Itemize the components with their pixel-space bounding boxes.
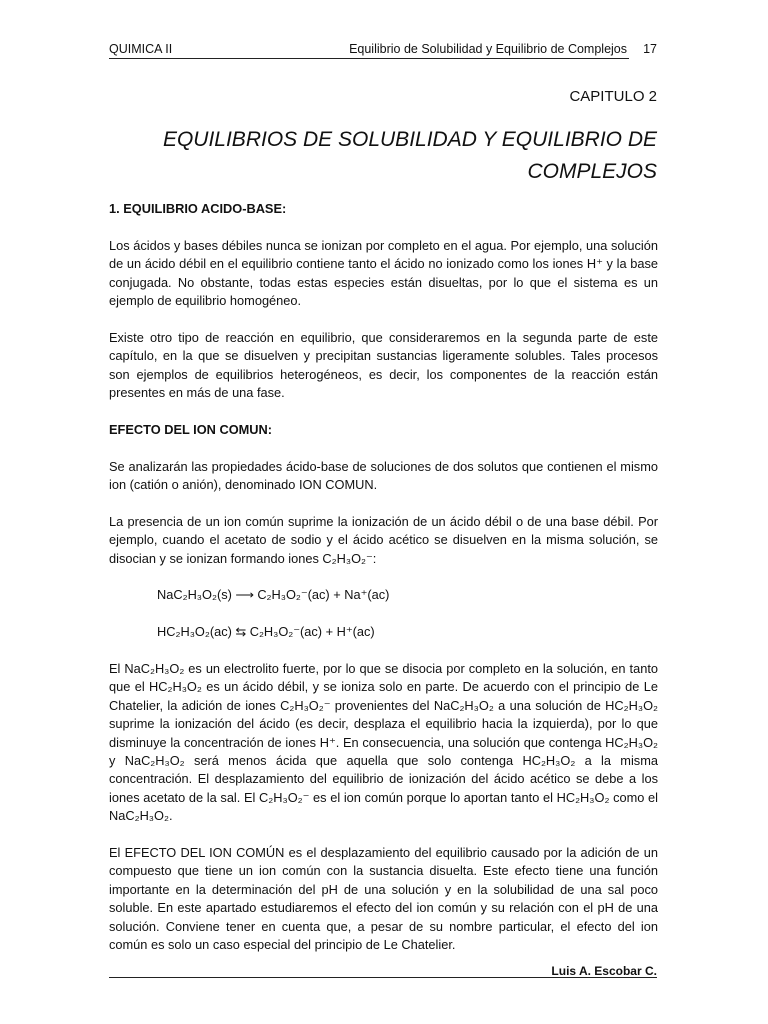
equation-2: HC₂H₃O₂(ac) ⇆ C₂H₃O₂⁻(ac) + H⁺(ac) — [157, 624, 375, 640]
paragraph-1: Los ácidos y bases débiles nunca se ionizan por completo en el agua. Por ejemplo, una solución de un ácido débil en el equilibrio contiene tanto el ácido no ionizado como los iones H⁺ y la base conjugada. No obstante, todas estas especies están disueltas, por lo que el sistema es un ejemplo de equilibrio homogéneo. — [109, 237, 658, 309]
footer-divider — [109, 977, 657, 978]
page-number: 17 — [643, 42, 657, 56]
body-text — [109, 200, 658, 973]
header-topic: Equilibrio de Solubilidad y Equilibrio de Complejos — [349, 42, 627, 56]
paragraph-6: El EFECTO DEL ION COMÚN es el desplazamiento del equilibrio causado por la adición de un compuesto que tiene un ion común con la sustancia disuelta. Este efecto tiene una función importante en la determinación del pH de una solución y en la solubilidad de una sal poco soluble. En este apartado estudiaremos el efecto del ion común y su relación con el pH de una solución. Conviene tener en cuenta que, a pesar de su nombre particular, el efecto del ion común es solo un caso especial del principio de Le Chatelier. — [109, 845, 658, 953]
chapter-title-line1: EQUILIBRIOS DE SOLUBILIDAD Y EQUILIBRIO DE — [162, 128, 657, 151]
paragraph-5: El NaC₂H₃O₂ es un electrolito fuerte, por lo que se disocia por completo en la solución, en tanto que el HC₂H₃O₂ es un ácido débil, y se ioniza solo en parte. De acuerdo con el principio de Le Chatelier, la adición de iones C₂H₃O₂⁻ provenientes del NaC₂H₃O₂ a una solución de HC₂H₃O₂ suprime la ionización del ácido (es decir, desplaza el equilibrio hacia la izquierda), por lo que disminuye la concentración de iones H⁺. En consecuencia, una solución que contenga HC₂H₃O₂ y NaC₂H₃O₂ será menos ácida que aquella que solo contenga HC₂H₃O₂ a la misma concentración. El desplazamiento del equilibrio de ionización del ácido acético se debe a los iones acetato de la sal. El C₂H₃O₂⁻ es el ion común porque lo aportan tanto el HC₂H₃O₂ como el NaC₂H₃O₂. — [109, 661, 658, 824]
chapter-label: CAPITULO 2 — [569, 88, 657, 105]
equation-1: NaC₂H₃O₂(s) ⟶ C₂H₃O₂⁻(ac) + Na⁺(ac) — [157, 587, 390, 603]
header-divider — [109, 58, 629, 59]
section-heading-common-ion: EFECTO DEL ION COMUN: — [109, 421, 273, 437]
paragraph-4: La presencia de un ion común suprime la ionización de un ácido débil o de una base débil. Por ejemplo, cuando el acetato de sodio y el ácido acético se disuelven en la misma solución, se disocian y se ionizan formando iones C₂H₃O₂⁻: — [109, 513, 658, 566]
footer-author: Luis A. Escobar C. — [551, 964, 657, 978]
chapter-title — [97, 124, 657, 188]
header-course: QUIMICA II — [109, 42, 173, 56]
chapter-title-line2: COMPLEJOS — [527, 160, 657, 183]
paragraph-2: Existe otro tipo de reacción en equilibrio, que consideraremos en la segunda parte de este capítulo, en la que se disuelven y precipitan sustancias ligeramente solubles. Tales procesos son ejemplos de equilibrios heterogéneos, es decir, los componentes de la reacción están presentes en más de una fase. — [109, 329, 658, 401]
section-heading-acid-base: 1. EQUILIBRIO ACIDO-BASE: — [109, 201, 287, 216]
paragraph-3: Se analizarán las propiedades ácido-base de soluciones de dos solutos que contienen el mismo ion (catión o anión), denominado ION COMUN. — [109, 458, 658, 493]
